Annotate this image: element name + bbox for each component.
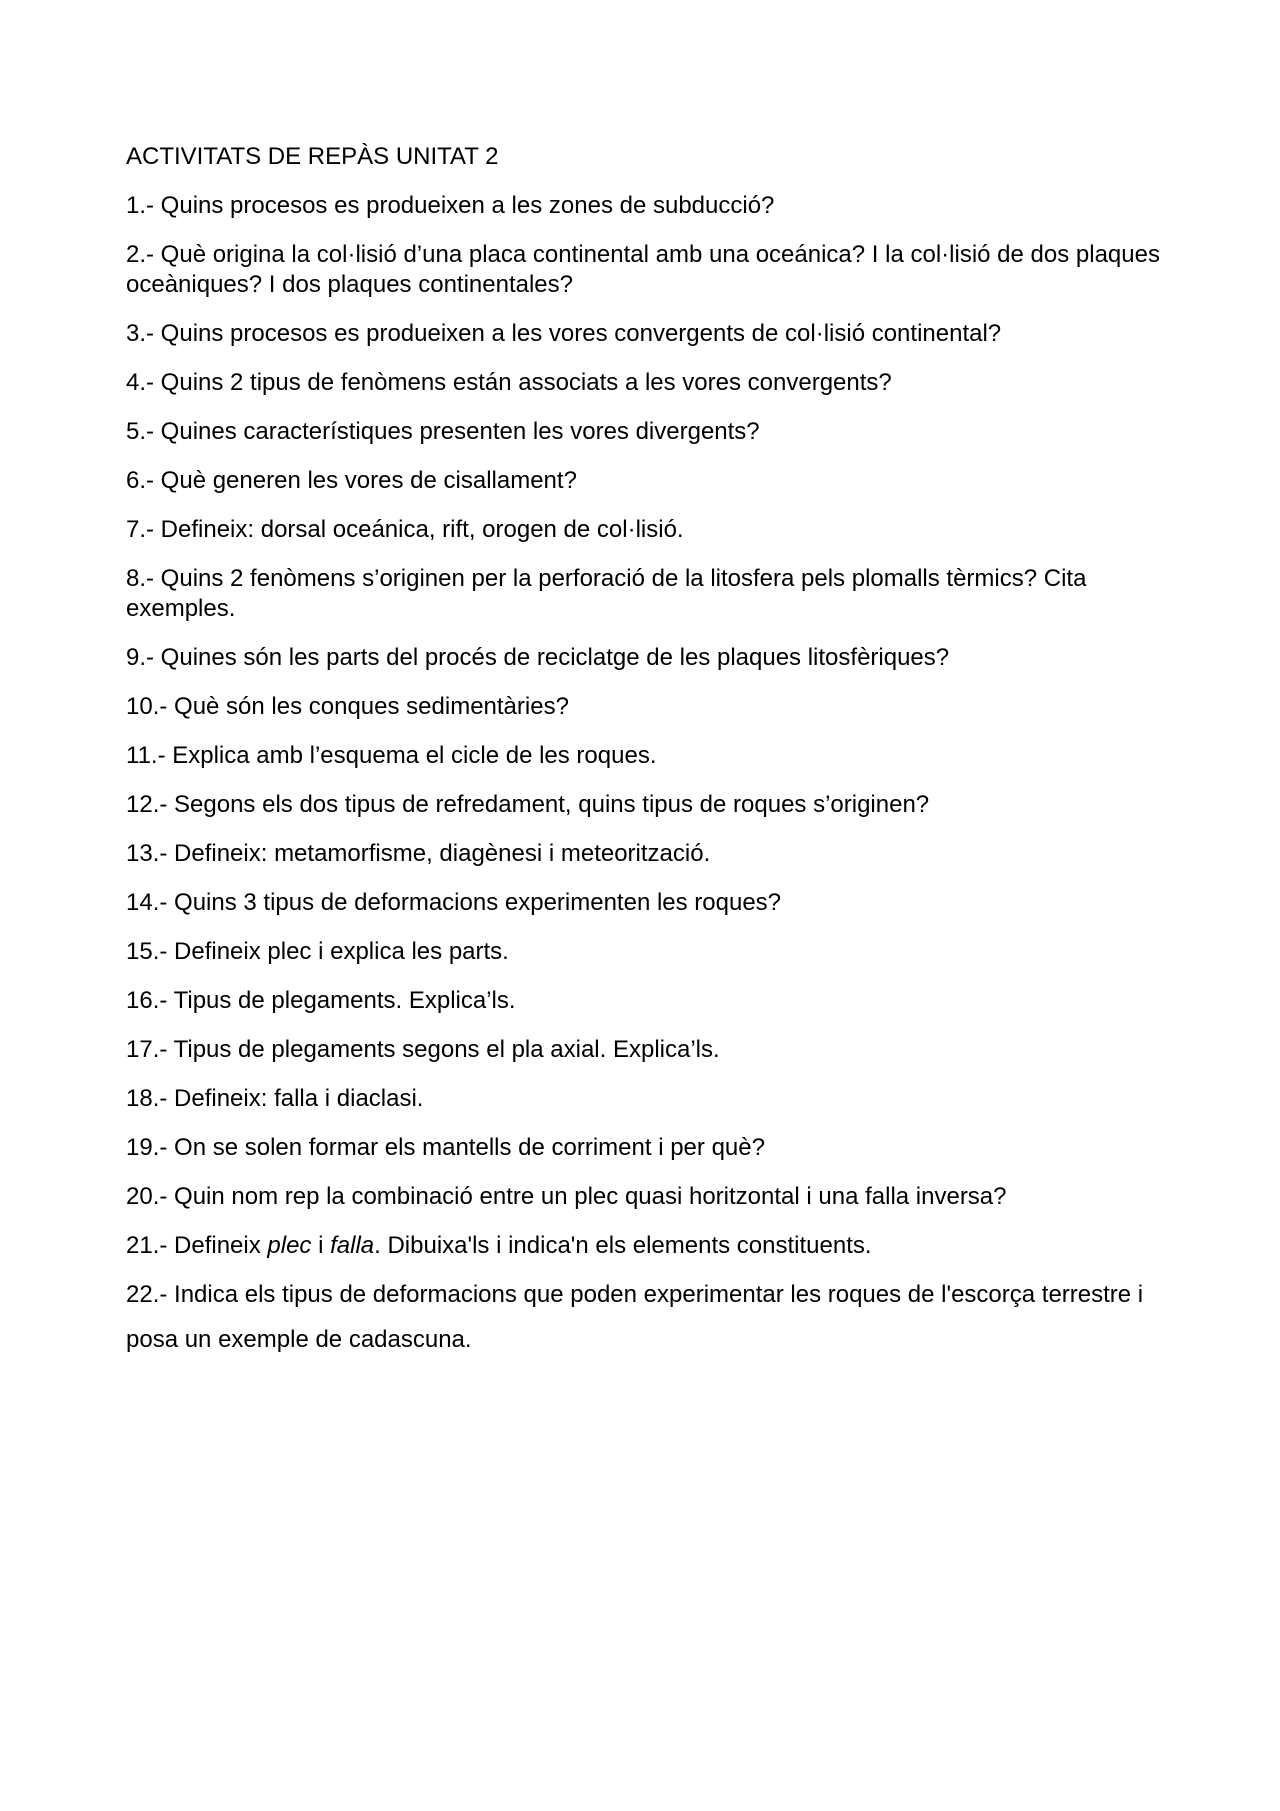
question-21-suffix: . Dibuixa'ls i indica'n els elements constituents. [374,1232,872,1259]
question-14: 14.- Quins 3 tipus de deformacions experimenten les roques? [126,889,782,916]
question-21-term-falla: falla [330,1232,375,1259]
question-3: 3.- Quins procesos es produeixen a les vores convergents de col·lisió continental? [126,320,1002,347]
question-2: 2.- Què origina la col·lisió d’una placa continental amb una oceánica? I la col·lisió de dos plaques oceàniques? I dos plaques continentales? [126,241,1160,298]
question-18: 18.- Defineix: falla i diaclasi. [126,1085,424,1112]
question-21-prefix: 21.- Defineix [126,1232,268,1259]
question-10: 10.- Què són les conques sedimentàries? [126,693,569,720]
question-19: 19.- On se solen formar els mantells de corriment i per què? [126,1134,765,1161]
question-13: 13.- Defineix: metamorfisme, diagènesi i meteorització. [126,840,711,867]
question-22: 22.- Indica els tipus de deformacions que poden experimentar les roques de l'escorça terrestre i posa un exemple de cadascuna. [126,1281,1144,1353]
question-4: 4.- Quins 2 tipus de fenòmens están associats a les vores convergents? [126,369,892,396]
question-16: 16.- Tipus de plegaments. Explica’ls. [126,987,516,1014]
question-7: 7.- Defineix: dorsal oceánica, rift, orogen de col·lisió. [126,516,684,543]
question-5: 5.- Quines característiques presenten les vores divergents? [126,418,760,445]
question-20: 20.- Quin nom rep la combinació entre un plec quasi horitzontal i una falla inversa? [126,1183,1007,1210]
question-8: 8.- Quins 2 fenòmens s’originen per la perforació de la litosfera pels plomalls tèrmics? Cita exemples. [126,565,1087,622]
question-9: 9.- Quines són les parts del procés de reciclatge de les plaques litosfèriques? [126,644,950,671]
question-21-middle: i [311,1232,331,1259]
question-17: 17.- Tipus de plegaments segons el pla axial. Explica’ls. [126,1036,720,1063]
question-1: 1.- Quins procesos es produeixen a les zones de subducció? [126,192,775,219]
question-15: 15.- Defineix plec i explica les parts. [126,938,509,965]
document-title: ACTIVITATS DE REPÀS UNITAT 2 [126,143,499,170]
question-21-term-plec: plec [267,1232,312,1259]
question-21 [126,1231,1186,1261]
document-page [126,142,1186,1381]
question-6: 6.- Què generen les vores de cisallament? [126,467,577,494]
question-12: 12.- Segons els dos tipus de refredament, quins tipus de roques s’originen? [126,791,930,818]
question-11: 11.- Explica amb l’esquema el cicle de les roques. [126,742,657,769]
